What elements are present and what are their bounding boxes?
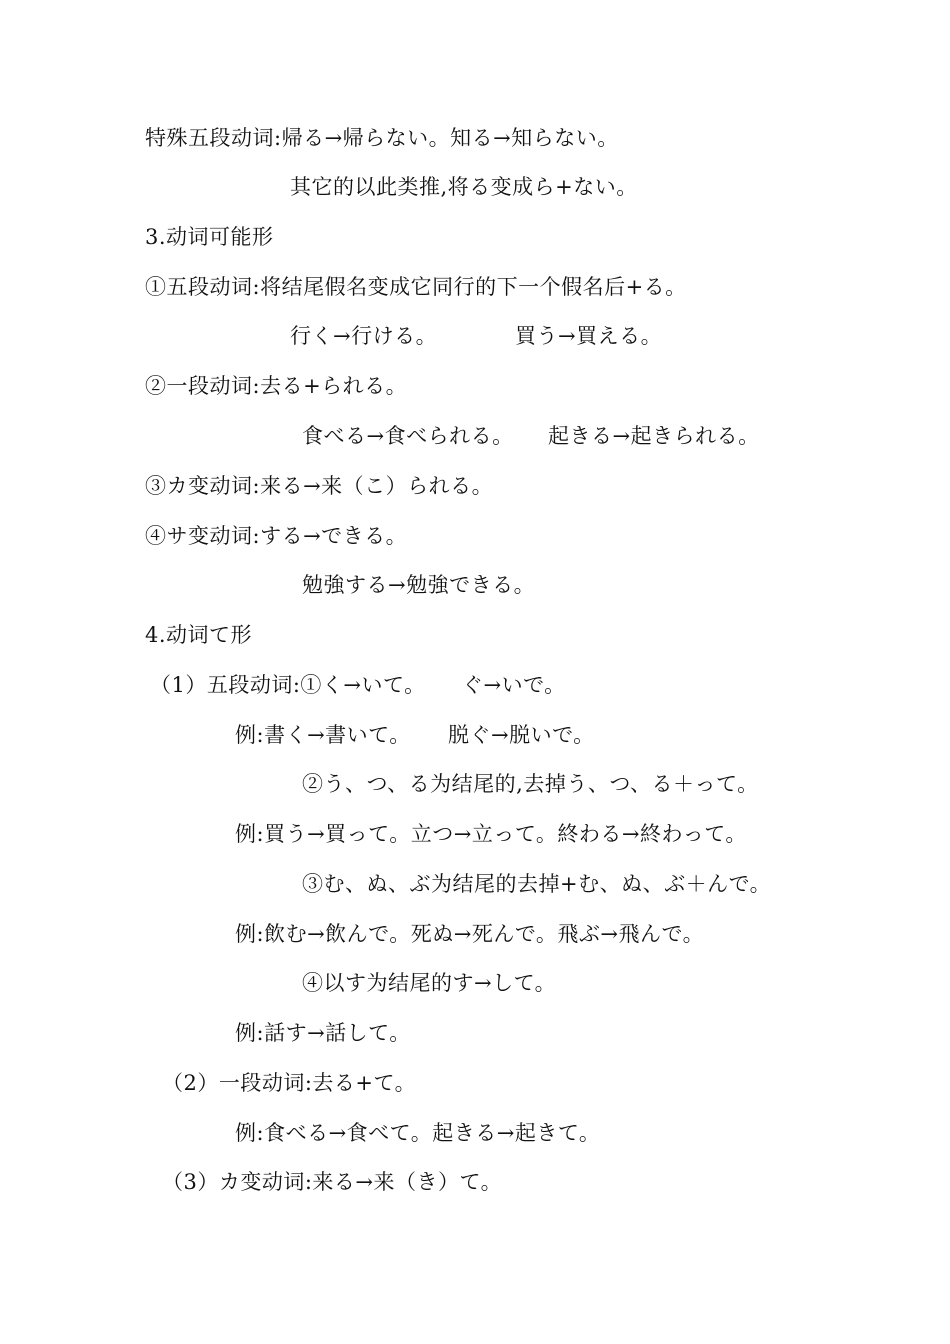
example-text: 脱ぐ→脱いで。 (448, 723, 595, 747)
example-text: 例:食べる→食べて。起きる→起きて。 (235, 1121, 601, 1145)
text-line: ぐ→いで。 (462, 673, 566, 697)
text-line: ②一段动词:去る+られる。 (145, 374, 408, 398)
text-line: 特殊五段动词:帰る→帰らない。知る→知らない。 (145, 126, 619, 150)
text-line: （3）カ变动词:来る→来（き）て。 (162, 1170, 503, 1194)
example-text: 例:飲む→飲んで。死ぬ→死んで。飛ぶ→飛んで。 (235, 922, 705, 946)
section-heading: 3.动词可能形 (145, 225, 274, 249)
example-text: 例:書く→書いて。 (235, 723, 411, 747)
text-line: 其它的以此类推,将る变成ら+ない。 (290, 175, 638, 199)
example-text: 勉強する→勉強できる。 (302, 573, 536, 597)
section-heading: 4.动词て形 (145, 623, 253, 647)
text-line: ②う、つ、る为结尾的,去掉う、つ、る＋って。 (302, 772, 759, 796)
example-text: 例:買う→買って。立つ→立って。終わる→終わって。 (235, 822, 747, 846)
example-text: 行く→行ける。 (290, 324, 438, 348)
text-line: ④サ变动词:する→できる。 (145, 524, 408, 548)
example-text: 起きる→起きられる。 (548, 424, 760, 448)
text-line: ④以す为结尾的す→して。 (302, 971, 557, 995)
text-line: ③カ变动词:来る→来（こ）られる。 (145, 474, 494, 498)
text-line: ①五段动词:将结尾假名变成它同行的下一个假名后+る。 (145, 275, 687, 299)
example-text: 例:話す→話して。 (235, 1021, 411, 1045)
example-text: 買う→買える。 (515, 324, 663, 348)
text-line: （1）五段动词:①く→いて。 (150, 673, 426, 697)
example-text: 食べる→食べられる。 (302, 424, 514, 448)
text-line: （2）一段动词:去る+て。 (162, 1071, 417, 1095)
text-line: ③む、ぬ、ぶ为结尾的去掉+む、ぬ、ぶ＋んで。 (302, 872, 772, 896)
